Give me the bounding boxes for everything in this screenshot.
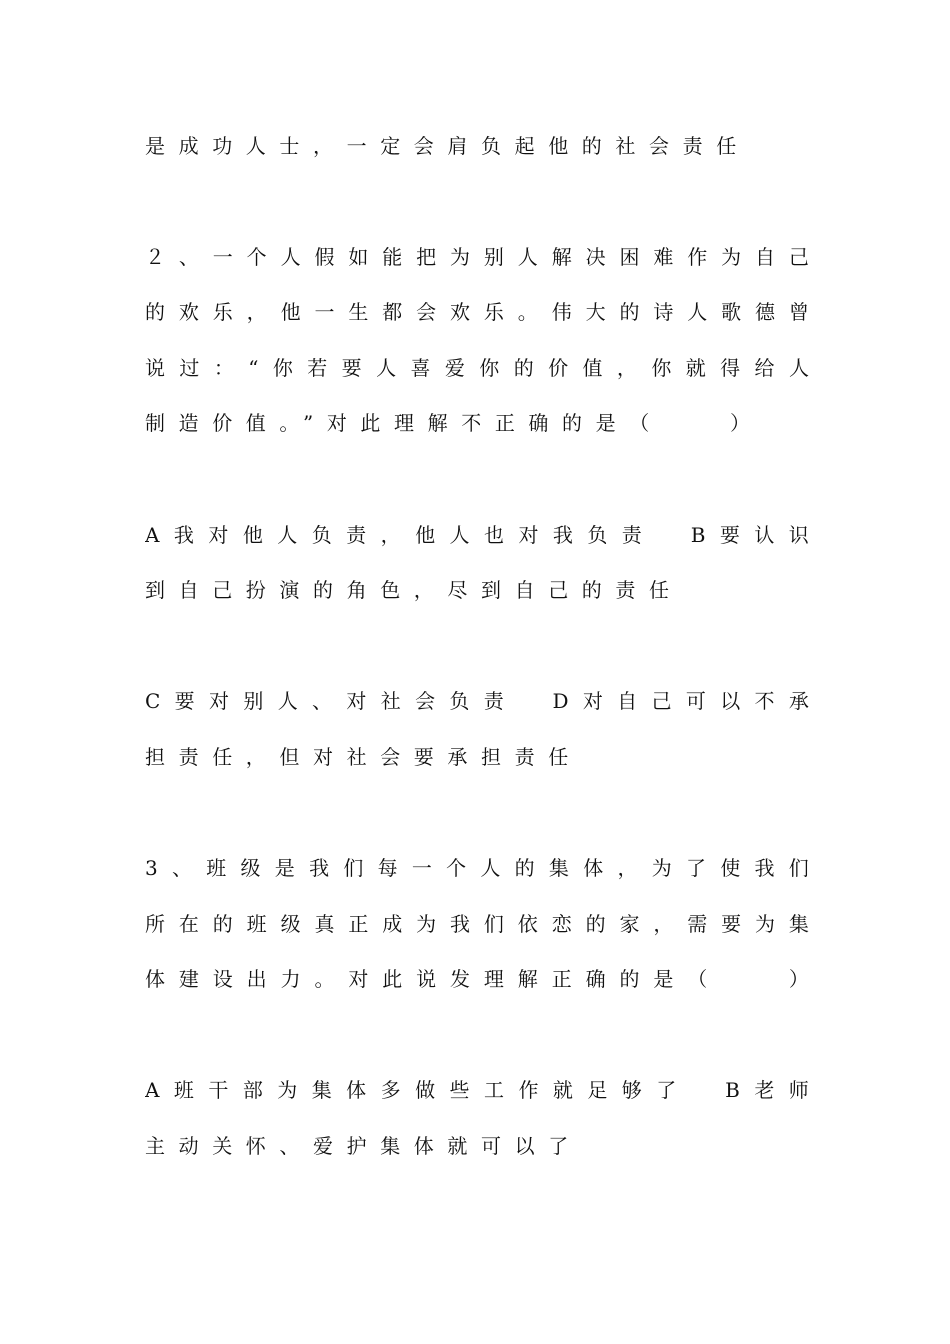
- text-character: ，: [246, 300, 267, 324]
- text-character: 多: [380, 1078, 401, 1102]
- text-character: 人: [449, 523, 470, 547]
- text-character: 够: [621, 1078, 642, 1102]
- text-character: 若: [307, 356, 328, 380]
- text-character: 的: [513, 356, 534, 380]
- text-character: 他: [415, 523, 436, 547]
- text-character: 、: [178, 245, 199, 269]
- text-character: 决: [585, 245, 606, 269]
- text-character: 过: [179, 356, 200, 380]
- text-character: B: [725, 1078, 740, 1102]
- text-character: 一: [314, 300, 335, 324]
- text-character: 正: [551, 967, 572, 991]
- question-2-line-4: 制造价值。”对此理解不正确的是（ ）: [145, 411, 764, 435]
- question-2-line-3: [145, 353, 809, 383]
- text-character: 伟: [551, 300, 572, 324]
- text-character: 体: [145, 967, 165, 991]
- text-character: 发: [450, 967, 471, 991]
- text-character: 在: [178, 912, 199, 936]
- text-character: 了: [656, 1078, 677, 1102]
- text-character: 你: [272, 356, 293, 380]
- text-character: 就: [552, 1078, 573, 1102]
- question-3-line-3: [145, 964, 809, 994]
- text-character: 喜: [410, 356, 431, 380]
- text-character: 力: [280, 967, 301, 991]
- text-character: 部: [242, 1078, 263, 1102]
- text-character: 负: [449, 689, 470, 713]
- text-character: ）: [788, 967, 809, 991]
- text-character: 就: [685, 356, 706, 380]
- text-character: 师: [788, 1078, 809, 1102]
- text-character: 依: [517, 912, 538, 936]
- text-character: 班: [173, 1078, 194, 1102]
- text-character: 理: [483, 967, 504, 991]
- text-character: 对: [348, 967, 369, 991]
- text-character: ：: [213, 356, 234, 380]
- text-character: 做: [415, 1078, 436, 1102]
- text-character: 的: [514, 856, 535, 880]
- text-character: 人: [277, 523, 298, 547]
- text-character: 需: [687, 912, 708, 936]
- text-character: 解: [551, 245, 572, 269]
- text-character: 对: [518, 523, 539, 547]
- text-character: D: [552, 689, 569, 713]
- text-character: 人: [788, 356, 809, 380]
- text-character: 、: [312, 689, 333, 713]
- text-character: 确: [585, 967, 606, 991]
- text-character: 、: [172, 856, 192, 880]
- text-line-1: 是成功人士，一定会肩负起他的社会责任: [145, 134, 750, 158]
- text-character: 不: [754, 689, 775, 713]
- text-character: 负: [587, 523, 608, 547]
- text-character: 人: [517, 245, 538, 269]
- text-character: ，: [653, 912, 674, 936]
- text-character: 个: [446, 856, 467, 880]
- text-character: 人: [277, 689, 298, 713]
- text-character: 我: [450, 912, 471, 936]
- text-character: 会: [415, 689, 436, 713]
- text-character: 我: [754, 856, 775, 880]
- text-character: [721, 964, 741, 994]
- text-character: 班: [246, 912, 267, 936]
- text-character: 对: [582, 689, 603, 713]
- text-character: 集: [311, 1078, 332, 1102]
- question-2-line-1: [145, 242, 809, 272]
- text-character: 集: [788, 912, 809, 936]
- text-character: B: [690, 523, 706, 547]
- question-3-line-2: [145, 909, 809, 939]
- text-character: “: [248, 356, 259, 380]
- option-a-b-line-1: [145, 520, 809, 550]
- text-character: 生: [348, 300, 369, 324]
- text-character: 也: [483, 523, 504, 547]
- text-character: 要: [174, 689, 195, 713]
- text-character: 乐: [212, 300, 233, 324]
- text-character: 自: [755, 245, 776, 269]
- text-character: 责: [621, 523, 642, 547]
- text-character: 设: [212, 967, 233, 991]
- text-character: 德: [755, 300, 776, 324]
- text-character: 体: [346, 1078, 367, 1102]
- text-character: （: [687, 967, 708, 991]
- text-character: 的: [212, 912, 233, 936]
- text-character: 欢: [450, 300, 471, 324]
- text-character: A: [145, 1078, 160, 1102]
- text-character: [656, 520, 676, 550]
- text-character: 乐: [483, 300, 504, 324]
- text-character: 要: [721, 912, 742, 936]
- text-character: 他: [242, 523, 263, 547]
- text-character: 。: [314, 967, 335, 991]
- text-character: 认: [754, 523, 775, 547]
- text-character: 每: [377, 856, 398, 880]
- text-character: 的: [619, 300, 640, 324]
- text-character: 对: [208, 523, 229, 547]
- text-character: 人: [280, 245, 301, 269]
- text-character: 足: [587, 1078, 608, 1102]
- text-character: 别: [243, 689, 264, 713]
- text-character: A: [145, 523, 160, 547]
- text-character: 们: [483, 912, 504, 936]
- text-character: 恋: [551, 912, 572, 936]
- text-character: 此: [382, 967, 403, 991]
- text-character: 对: [209, 689, 229, 713]
- text-character: 人: [480, 856, 501, 880]
- text-character: 把: [416, 245, 437, 269]
- text-character: 困: [619, 245, 640, 269]
- text-character: ，: [380, 523, 401, 547]
- text-character: 能: [382, 245, 403, 269]
- text-character: 为: [450, 245, 471, 269]
- option-a-b-line-4: 主动关怀、爱护集体就可以了: [145, 1134, 582, 1158]
- text-character: 使: [720, 856, 741, 880]
- option-a-b-line-2: 到自己扮演的角色，尽到自己的责任: [145, 578, 683, 602]
- text-character: [755, 964, 775, 994]
- text-character: 作: [687, 245, 708, 269]
- text-character: 工: [483, 1078, 504, 1102]
- text-character: 是: [274, 856, 295, 880]
- text-character: ，: [617, 856, 638, 880]
- text-character: 歌: [721, 300, 742, 324]
- text-character: [691, 1075, 711, 1105]
- text-character: 们: [343, 856, 364, 880]
- text-character: 班: [206, 856, 227, 880]
- text-character: [518, 686, 538, 716]
- text-character: 都: [382, 300, 403, 324]
- text-character: 识: [788, 523, 809, 547]
- text-character: 负: [311, 523, 332, 547]
- text-character: 己: [651, 689, 672, 713]
- text-character: 的: [145, 300, 165, 324]
- text-character: 建: [178, 967, 199, 991]
- option-c-d-line-2: 担责任，但对社会要承担责任: [145, 745, 582, 769]
- text-character: 成: [382, 912, 403, 936]
- text-character: 你: [479, 356, 500, 380]
- text-character: 会: [416, 300, 437, 324]
- text-character: ，: [616, 356, 637, 380]
- text-character: ２: [145, 245, 165, 269]
- text-character: 要: [719, 523, 740, 547]
- text-character: 老: [754, 1078, 775, 1102]
- text-character: 人: [687, 300, 708, 324]
- text-character: 人: [376, 356, 397, 380]
- text-character: 得: [720, 356, 741, 380]
- question-2-line-2: [145, 297, 809, 327]
- text-character: 我: [173, 523, 194, 547]
- text-character: 我: [309, 856, 330, 880]
- text-character: 为: [721, 245, 742, 269]
- text-character: 你: [651, 356, 672, 380]
- text-character: 出: [246, 967, 267, 991]
- question-3-line-1: [145, 853, 809, 883]
- text-character: 别: [483, 245, 504, 269]
- text-character: 给: [754, 356, 775, 380]
- text-character: 些: [449, 1078, 470, 1102]
- text-character: 难: [653, 245, 674, 269]
- text-character: 爱: [444, 356, 465, 380]
- text-character: 一: [411, 856, 432, 880]
- text-character: 集: [548, 856, 569, 880]
- text-character: 真: [314, 912, 335, 936]
- text-character: 的: [619, 967, 640, 991]
- text-character: 价: [548, 356, 569, 380]
- text-character: 我: [552, 523, 573, 547]
- text-character: 为: [651, 856, 672, 880]
- text-character: 假: [314, 245, 335, 269]
- text-character: 干: [208, 1078, 229, 1102]
- text-character: 诗: [653, 300, 674, 324]
- option-a-b-line-3: [145, 1075, 809, 1105]
- text-character: 说: [416, 967, 437, 991]
- text-character: 是: [653, 967, 674, 991]
- text-character: 曾: [788, 300, 809, 324]
- text-character: 。: [517, 300, 538, 324]
- text-character: 为: [277, 1078, 298, 1102]
- text-character: 他: [280, 300, 301, 324]
- text-character: 可: [685, 689, 706, 713]
- text-character: 体: [583, 856, 604, 880]
- text-character: 大: [585, 300, 606, 324]
- text-character: 责: [483, 689, 504, 713]
- text-character: 家: [619, 912, 640, 936]
- text-character: 欢: [178, 300, 199, 324]
- text-character: C: [145, 689, 161, 713]
- text-character: 为: [416, 912, 437, 936]
- text-character: 自: [617, 689, 638, 713]
- text-character: 3: [145, 856, 158, 880]
- text-character: 一: [212, 245, 233, 269]
- text-character: 如: [348, 245, 369, 269]
- text-character: 级: [280, 912, 301, 936]
- text-character: 值: [582, 356, 603, 380]
- text-character: 解: [517, 967, 538, 991]
- text-character: 己: [788, 245, 809, 269]
- text-character: 作: [518, 1078, 539, 1102]
- text-character: 社: [380, 689, 401, 713]
- text-character: 所: [145, 912, 165, 936]
- text-character: 说: [145, 356, 165, 380]
- text-character: 要: [341, 356, 362, 380]
- text-character: 承: [788, 689, 809, 713]
- text-character: 了: [685, 856, 706, 880]
- text-character: 正: [348, 912, 369, 936]
- text-character: 们: [788, 856, 809, 880]
- text-character: 对: [346, 689, 367, 713]
- text-character: 级: [240, 856, 261, 880]
- option-c-d-line-1: [145, 686, 809, 716]
- text-character: 责: [346, 523, 367, 547]
- text-character: 以: [720, 689, 741, 713]
- text-character: 个: [246, 245, 267, 269]
- text-character: 为: [755, 912, 776, 936]
- text-character: 的: [585, 912, 606, 936]
